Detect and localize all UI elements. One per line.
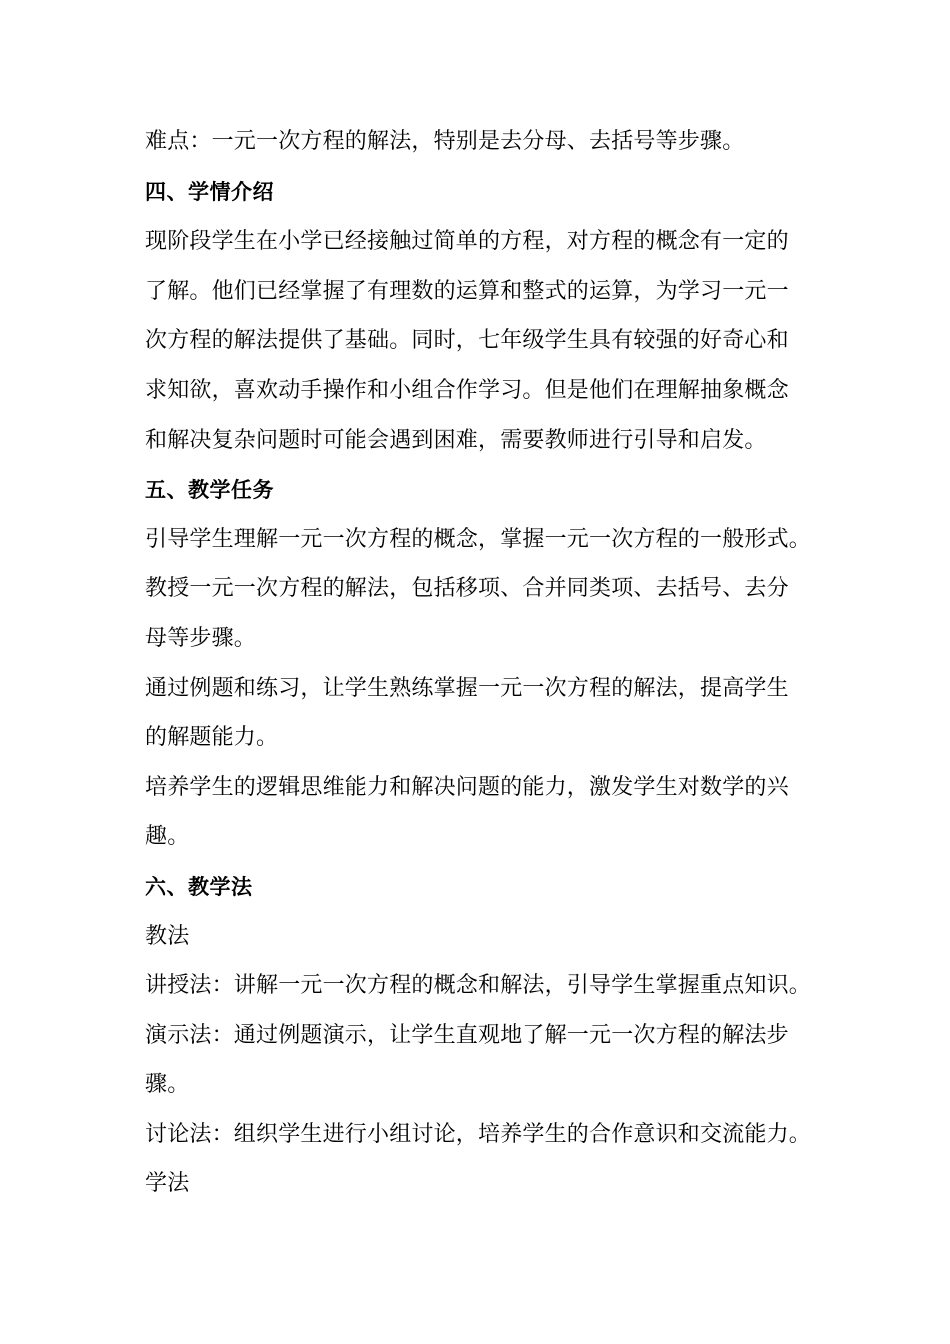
section-5-line-4: 通过例题和练习，让学生熟练掌握一元一次方程的解法，提高学生 <box>145 676 789 701</box>
section-5-line-1: 引导学生理解一元一次方程的概念，掌握一元一次方程的一般形式。 <box>145 527 812 552</box>
section-5-line-3: 母等步骤。 <box>145 626 257 651</box>
section-6-line-1: 讲授法：讲解一元一次方程的概念和解法，引导学生掌握重点知识。 <box>145 973 812 998</box>
section-5-line-7: 趣。 <box>145 824 190 849</box>
section-4-line-1: 现阶段学生在小学已经接触过简单的方程，对方程的概念有一定的 <box>145 229 789 254</box>
section-6-line-2: 演示法：通过例题演示，让学生直观地了解一元一次方程的解法步 <box>145 1023 789 1048</box>
section-4-line-2: 了解。他们已经掌握了有理数的运算和整式的运算，为学习一元一 <box>145 279 789 304</box>
section-5-heading: 五、教学任务 <box>145 478 274 502</box>
section-6-heading: 六、教学法 <box>145 875 253 899</box>
section-5-line-5: 的解题能力。 <box>145 725 279 750</box>
section-4-line-5: 和解决复杂问题时可能会遇到困难，需要教师进行引导和启发。 <box>145 428 767 453</box>
section-4-line-4: 求知欲，喜欢动手操作和小组合作学习。但是他们在理解抽象概念 <box>145 378 789 403</box>
section-4-line-3: 次方程的解法提供了基础。同时，七年级学生具有较强的好奇心和 <box>145 328 789 353</box>
section-5-line-2: 教授一元一次方程的解法，包括移项、合并同类项、去括号、去分 <box>145 576 789 601</box>
teaching-methods-label: 教法 <box>145 924 190 949</box>
difficulty-line: 难点：一元一次方程的解法，特别是去分母、去括号等步骤。 <box>145 129 745 154</box>
section-4-heading: 四、学情介绍 <box>145 180 274 204</box>
section-6-line-4: 讨论法：组织学生进行小组讨论，培养学生的合作意识和交流能力。 <box>145 1122 812 1147</box>
learning-methods-label: 学法 <box>145 1171 190 1196</box>
section-6-line-3: 骤。 <box>145 1072 190 1097</box>
section-5-line-6: 培养学生的逻辑思维能力和解决问题的能力，激发学生对数学的兴 <box>145 775 789 800</box>
